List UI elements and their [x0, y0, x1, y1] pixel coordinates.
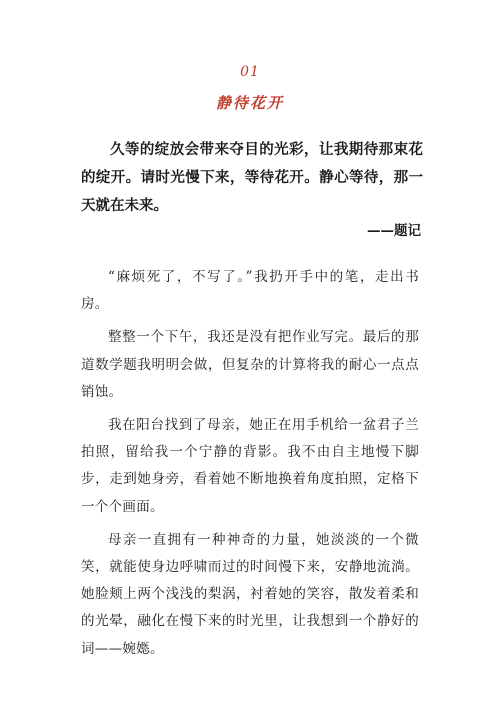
paragraph: 我在阳台找到了母亲，她正在用手机给一盆君子兰拍照，留给我一个宁静的背影。我不由自主地慢下脚步，走到她身旁，看着她不断地换着角度拍照，定格下一个个画面。	[81, 417, 419, 515]
paragraph: 母亲一直拥有一种神奇的力量，她淡淡的一个微笑，就能使身边呼啸而过的时间慢下来，安静地流淌。她脸颊上两个浅浅的梨涡，衬着她的笑容，散发着柔和的光晕，融化在慢下来的时光里，让我想到一个静好的词——婉嫕。	[81, 531, 419, 657]
paragraph: “麻烦死了，不写了。”我扔开手中的笔，走出书房。	[81, 269, 419, 313]
epigraph-text: 久等的绽放会带来夺目的光彩，让我期待那束花的绽开。请时光慢下来，等待花开。静心等待，那一天就在未来。	[81, 141, 423, 214]
chapter-title: 静待花开	[215, 94, 284, 112]
epigraph-signature: ——题记	[367, 223, 421, 239]
paragraph: 整整一个下午，我还是没有把作业写完。最后的那道数学题我明明会做，但复杂的计算将我的耐心一点点销蚀。	[81, 329, 419, 400]
chapter-number: 01	[240, 64, 260, 80]
article-body	[81, 264, 419, 669]
